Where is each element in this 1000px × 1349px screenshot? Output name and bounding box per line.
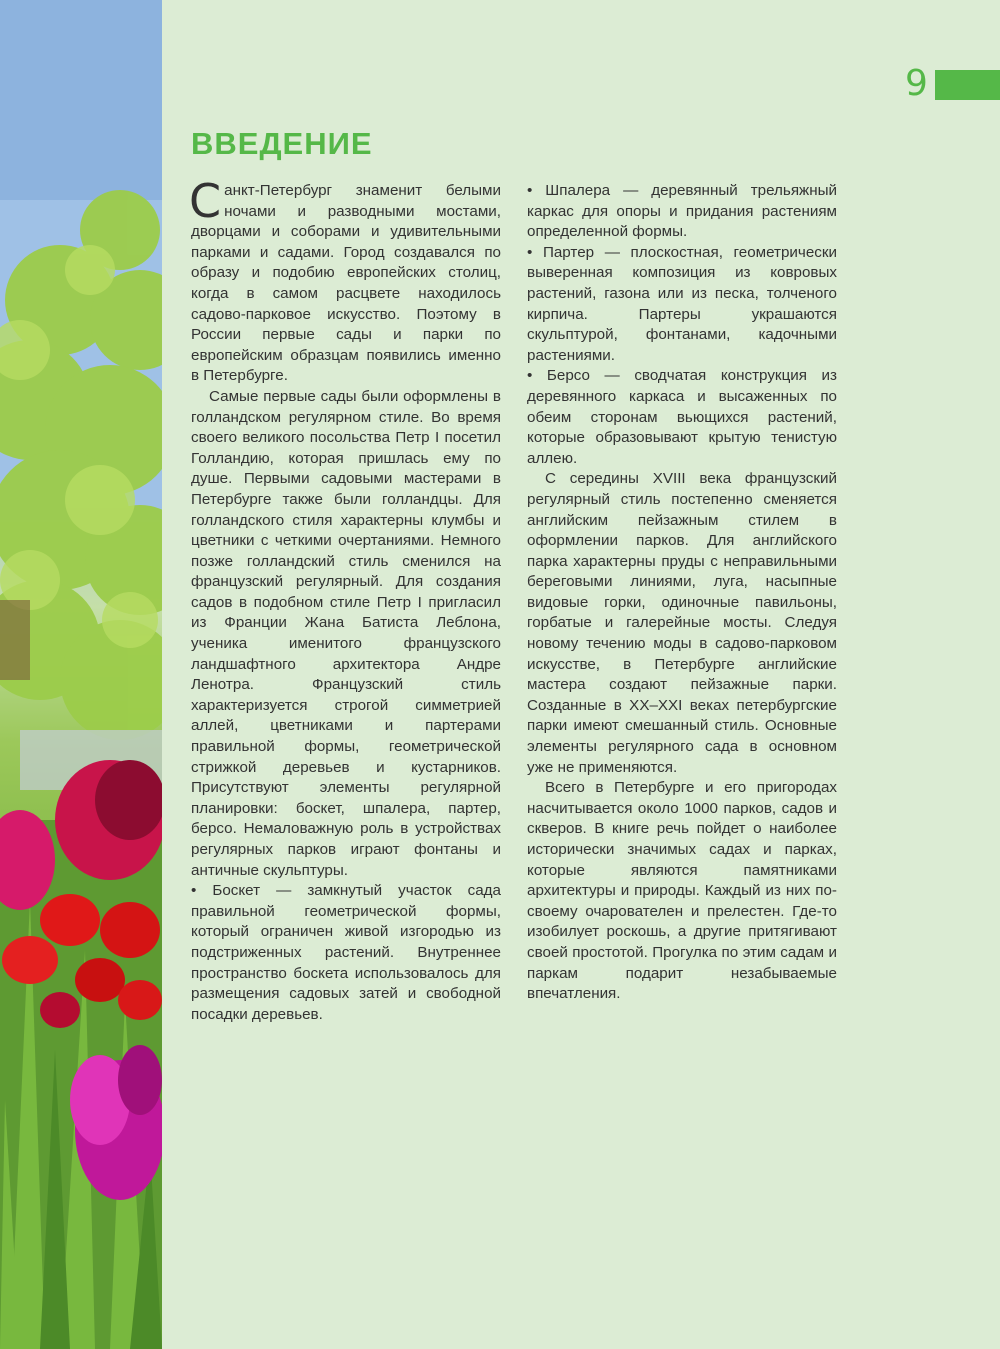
paragraph: С середины XVIII века французский регулярный стиль постепенно сменяется английским пейзажным стилем в оформлении парков. Для английского парка характерны пруды с неправильными береговыми линиями, луга, насыпные видовые горки, одиночные павильоны, горбатые и галерейные мосты. Следуя новому течению моды в садово-парковом искусстве, в Петербурге английские мастера создают пейзажные парки. Созданные в XX–XXI веках петербургские парки имеют смешанный стиль. Основные элементы регулярного сада в основном уже не применяются.: [527, 470, 837, 776]
paragraph: Всего в Петербурге и его пригородах насчитывается около 1000 парков, садов и скверов. В книге речь пойдет о наиболее исторически значимых садах и парках, которые являются памятниками архитектуры и природы. Каждый из них по-своему очарователен и прелестен. Где-то изобилует роскошь, а другие притягивают своей простотой. Прогулка по этим садам и паркам подарит незабываемые впечатления.: [527, 779, 837, 1003]
list-item-bosket: • Боскет — замкнутый участок сада правильной геометрической формы, который ограничен живой изгородью из подстриженных растений. Внутреннее пространство боскета использовалось для размещения садовых затей и свободной посадки деревьев.: [191, 882, 501, 1023]
dropcap: С: [189, 174, 222, 228]
tulips-photo: [0, 0, 162, 1349]
page-title: ВВЕДЕНИЕ: [191, 126, 373, 161]
tulips-and-tree-photo-icon: [0, 0, 162, 1349]
paragraph-intro-text: анкт-Петербург знаменит белыми ночами и разводными мостами, дворцами и соборами и удивительными парками и садами. Город создавался по образу и подобию европейских столиц, когда в самом расцвете находилось садово-парковое искусство. Поэтому в России первые сады и парки по европейским образцам появились именно в Петербурге.: [191, 182, 501, 385]
paragraph: Самые первые сады были оформлены в голландском регулярном стиле. Во время своего великого посольства Петр I посетил Голландию, которая пришлась ему по душе. Первыми садовыми мастерами в Петербурге также были голландцы. Для голландского стиля характерны клумбы и цветники с четкими очертаниями. Немного позже голландский стиль сменился на французский регулярный. Для создания садов в подобном стиле Петр I пригласил из Франции Жана Батиста Леблона, ученика именитого французского ландшафтного архитектора Андре Ленотра. Французский стиль характеризуется строгой симметрией аллей, цветниками и партерами правильной формы, геометрической стрижкой деревьев и кустарников. Присутствуют элементы регулярной планировки: боскет, шпалера, партер, берсо. Немаловажную роль в устройствах регулярных парков играют фонтаны и античные скульптуры.: [191, 387, 501, 879]
list-item-berso: • Берсо — сводчатая конструкция из деревянного каркаса и высаженных по обеим сторонам вьющихся растений, которые образовывают крытую тенистую аллею.: [527, 367, 837, 467]
page-number-bar: [935, 70, 1000, 100]
list-item-shpalera: • Шпалера — деревянный трельяжный каркас для опоры и придания растениям определенной формы.: [527, 182, 837, 241]
left-column: [189, 174, 501, 1025]
page-number: 9: [905, 63, 928, 104]
paragraph-intro: [189, 174, 501, 387]
right-column: [527, 181, 837, 1005]
list-item-parter: • Партер — плоскостная, геометрически выверенная композиция из ковровых растений, газона или из песка, толченого кирпича. Партеры украшаются скульптурой, фонтанами, кадочными растениями.: [527, 243, 837, 364]
